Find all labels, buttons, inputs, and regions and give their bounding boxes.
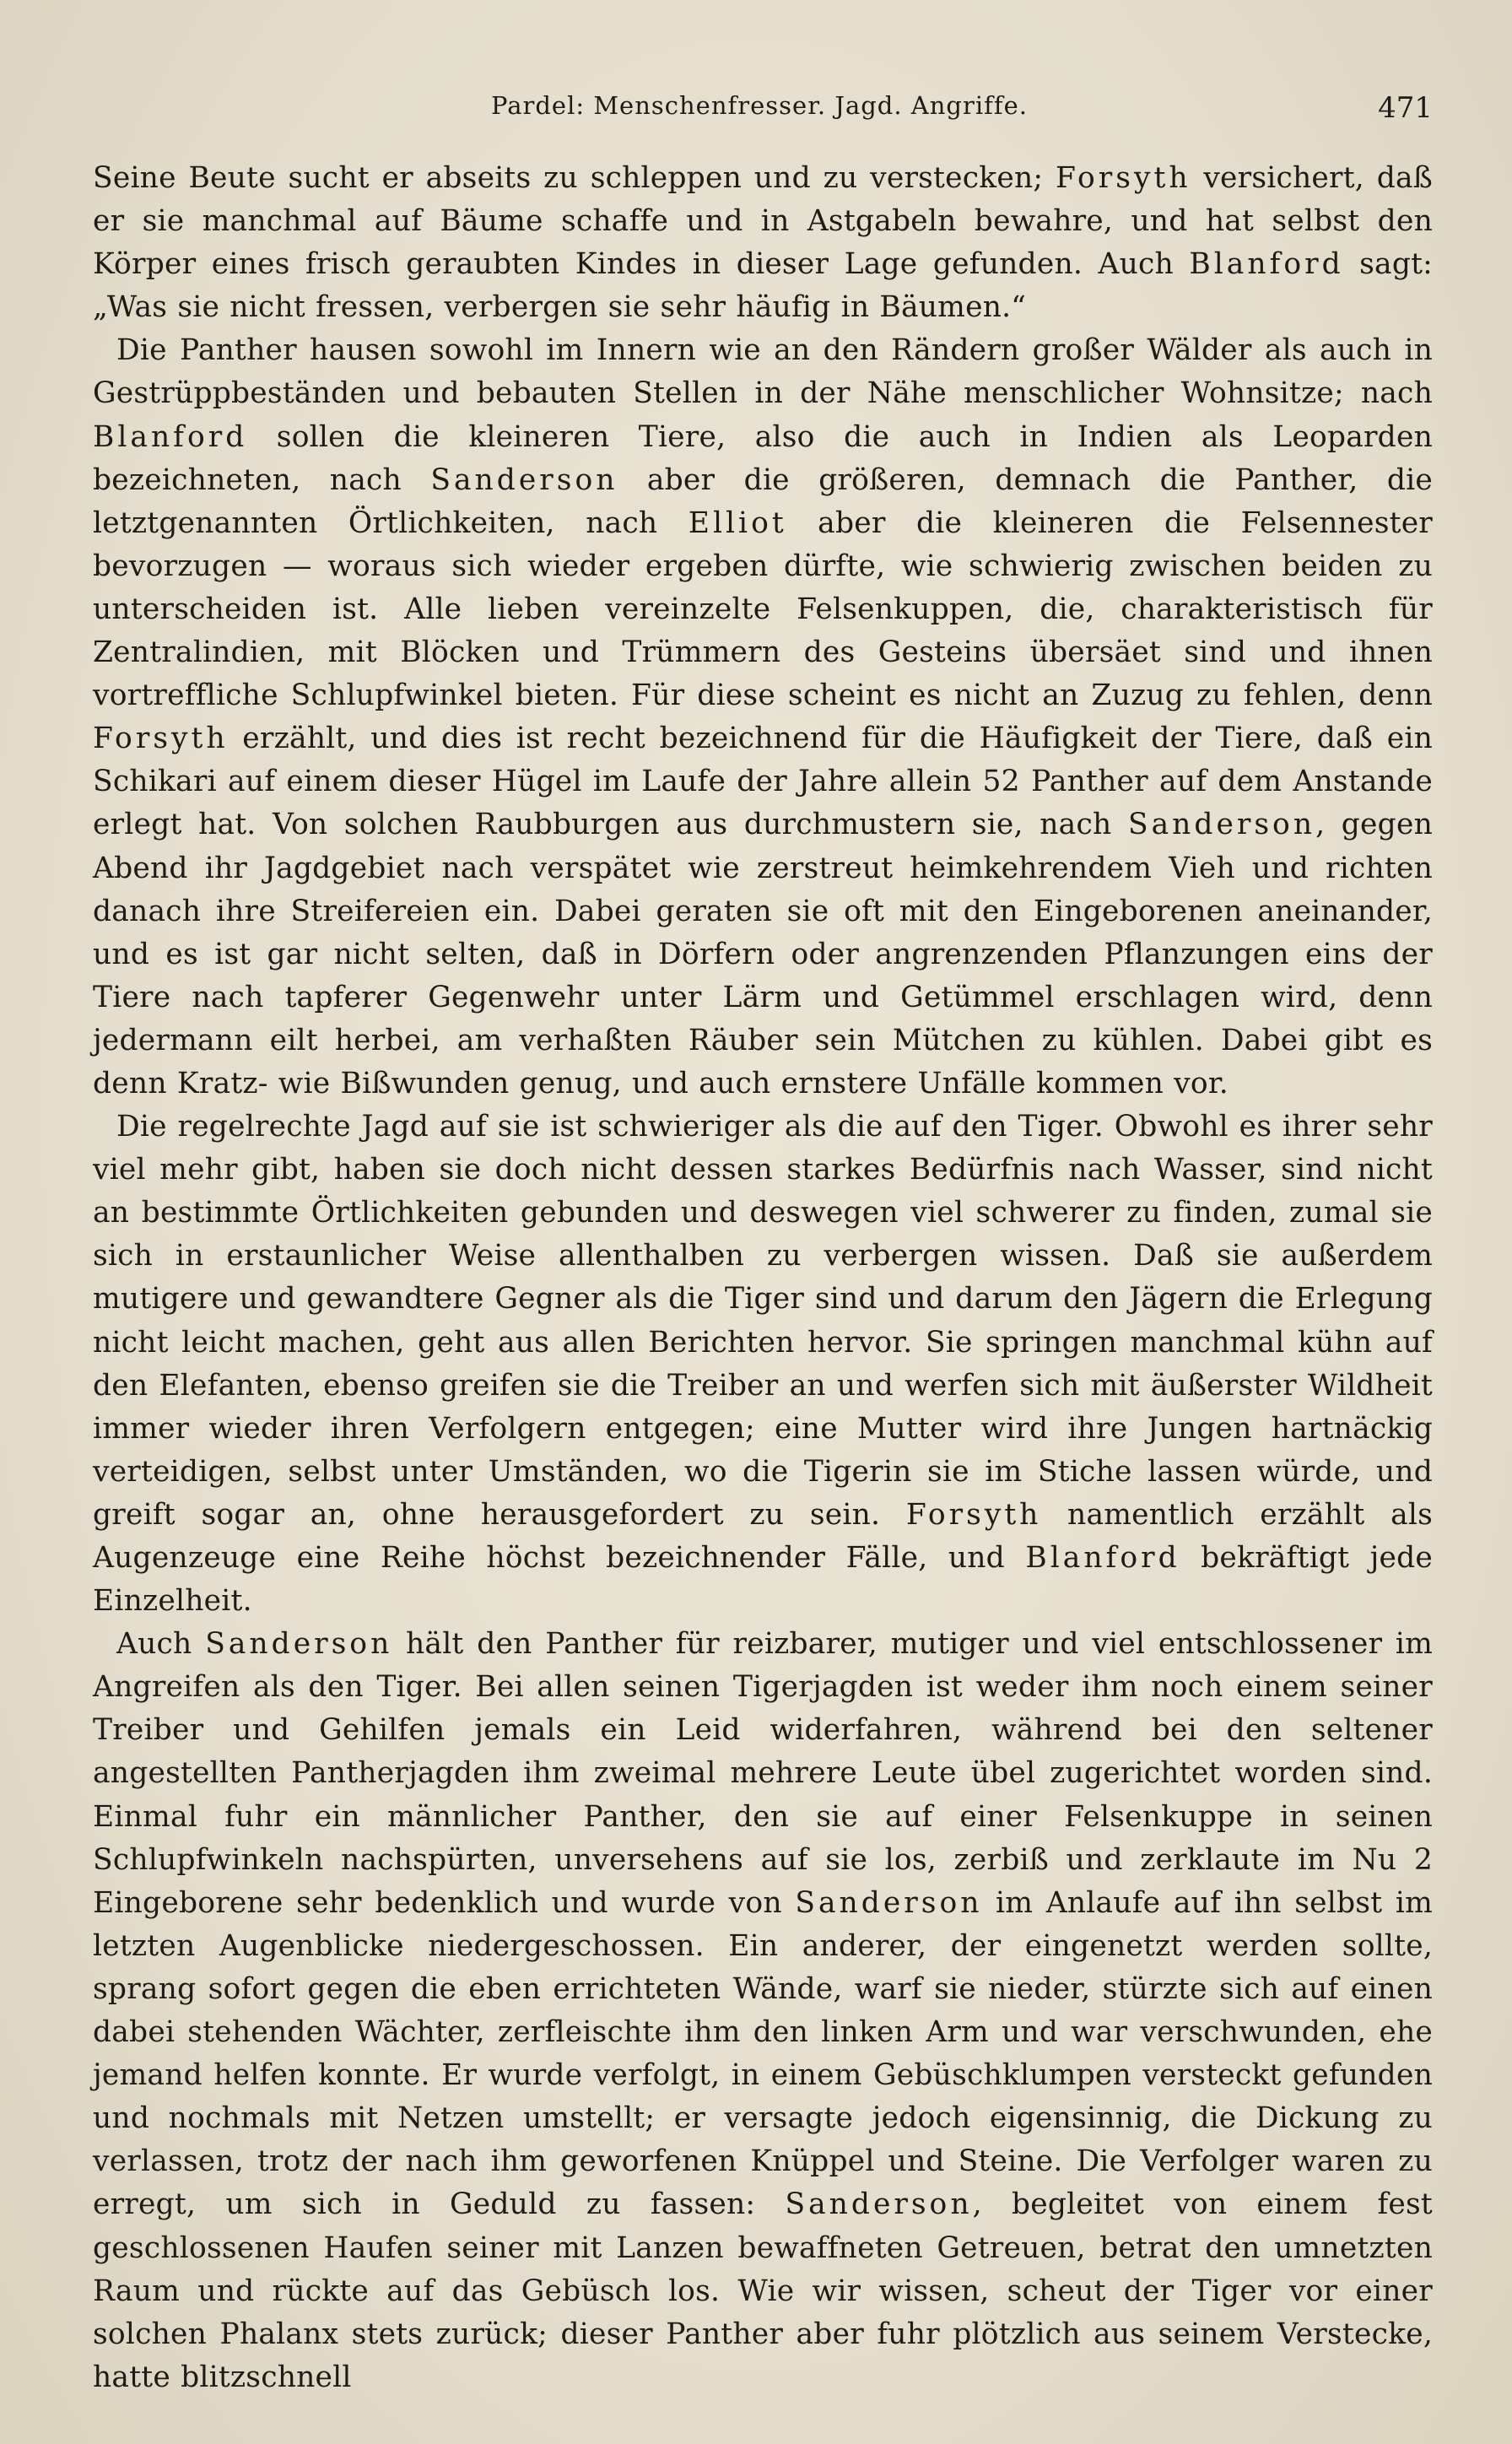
text-run: aber die kleineren die Felsennester bevorzugen — woraus sich wieder ergeben dürfte, wie schwierig zwischen beiden zu unterscheiden ist. Alle lieben vereinzelte Felsenkuppen, die, charakteristisch für Zentralindien, mit Blöcken und Trümmern des Gesteins übersäet sind und ihnen vortreffliche Schlupfwinkel bieten. Für diese scheint es nicht an Zuzug zu fehlen, denn xyxy=(93,506,1434,713)
paragraph xyxy=(93,1623,1433,2399)
spaced-name: Forsyth xyxy=(905,1497,1042,1532)
spaced-name: Blanford xyxy=(93,419,248,454)
spaced-name: Forsyth xyxy=(1055,161,1191,195)
text-run: sollen die kleineren Tiere, also die auch in Indien als Leoparden bezeichneten, nach xyxy=(93,419,1433,497)
spaced-name: Sanderson xyxy=(205,1627,393,1662)
paragraph xyxy=(93,329,1433,1106)
paragraph xyxy=(93,1106,1433,1623)
spaced-name: Blanford xyxy=(1189,247,1344,282)
text-run: Seine Beute sucht er abseits zu schleppen und zu verstecken; xyxy=(93,161,1056,195)
spaced-name: Sanderson xyxy=(795,1885,983,1920)
page-body xyxy=(93,157,1433,2399)
text-run: Auch xyxy=(116,1627,206,1662)
text-run: im Anlaufe auf ihn selbst im letzten Augenblicke niedergeschossen. Ein anderer, der eingenetzt werden sollte, sprang sofort gegen die eben errichteten Wände, warf sie nieder, stürzte sich auf einen dabei stehenden Wächter, zerfleischte ihm den linken Arm und war verschwunden, ehe jemand helfen konnte. Er wurde verfolgt, in einem Gebüschklumpen versteckt gefunden und nochmals mit Netzen umstellt; er versagte jedoch eigensinnig, die Dickung zu verlassen, trotz der nach ihm geworfenen Knüppel und Steine. Die Verfolger waren zu erregt, um sich in Geduld zu fassen: xyxy=(93,1885,1433,2222)
spaced-name: Sanderson xyxy=(785,2187,973,2222)
running-head: Pardel: Menschenfresser. Jagd. Angriffe. xyxy=(491,91,1028,120)
text-run: Die Panther hausen sowohl im Innern wie an den Rändern großer Wälder als auch in Gestrüppbeständen und bebauten Stellen in der Nähe menschlicher Wohnsitze; nach xyxy=(93,333,1433,411)
paragraph xyxy=(93,157,1433,329)
spaced-name: Blanford xyxy=(1025,1541,1180,1575)
page-header xyxy=(93,91,1433,133)
text-run: , gegen Abend ihr Jagdgebiet nach verspätet wie zerstreut heimkehrendem Vieh und richten danach ihre Streifereien ein. Dabei geraten sie oft mit den Eingeborenen aneinander, und es ist gar nicht selten, daß in Dörfern oder angrenzenden Pflanzungen eins der Tiere nach tapferer Gegenwehr unter Lärm und Getümmel erschlagen wird, denn jedermann eilt herbei, am verhaßten Räuber sein Mütchen zu kühlen. Dabei gibt es denn Kratz- wie Bißwunden genug, und auch ernstere Unfälle kommen vor. xyxy=(93,808,1433,1100)
text-run: aber die größeren, demnach die Panther, die letztgenannten Örtlichkeiten, nach xyxy=(93,462,1433,540)
page-number: 471 xyxy=(1378,91,1433,125)
spaced-name: Elliot xyxy=(688,506,787,540)
text-run: bekräftigt jede Einzelheit. xyxy=(93,1541,1433,1619)
text-run: versichert, daß er sie manchmal auf Bäume schaffe und in Astgabeln bewahre, und hat selbst den Körper eines frisch geraubten Kindes in dieser Lage gefunden. Auch xyxy=(93,161,1433,282)
text-run: erzählt, und dies ist recht bezeichnend für die Häufigkeit der Tiere, daß ein Schikari auf einem dieser Hügel im Laufe der Jahre allein 52 Panther auf dem Anstande erlegt hat. Von solchen Raubburgen aus durchmustern sie, nach xyxy=(93,722,1433,842)
text-run: namentlich erzählt als Augenzeuge eine Reihe höchst bezeichnender Fälle, und xyxy=(93,1497,1433,1575)
text-run: Die regelrechte Jagd auf sie ist schwieriger als die auf den Tiger. Obwohl es ihrer sehr viel mehr gibt, haben sie doch nicht dessen starkes Bedürfnis nach Wasser, sind nicht an bestimmte Örtlichkeiten gebunden und deswegen viel schwerer zu finden, zumal sie sich in erstaunlicher Weise allenthalben zu verbergen wissen. Daß sie außerdem mutigere und gewandtere Gegner als die Tiger sind und darum den Jägern die Erlegung nicht leicht machen, geht aus allen Berichten hervor. Sie springen manchmal kühn auf den Elefanten, ebenso greifen sie die Treiber an und werfen sich mit äußerster Wildheit immer wieder ihren Verfolgern entgegen; eine Mutter wird ihre Jungen hartnäckig verteidigen, selbst unter Umständen, wo die Tigerin sie im Stiche lassen würde, und greift sogar an, ohne herausgefordert zu sein. xyxy=(93,1110,1433,1532)
text-run: hält den Panther für reizbarer, mutiger und viel entschlossener im Angreifen als den Tiger. Bei allen seinen Tigerjagden ist weder ihm noch einem seiner Treiber und Gehilfen jemals ein Leid widerfahren, während bei den seltener angestellten Pantherjagden ihm zweimal mehrere Leute übel zugerichtet worden sind. Einmal fuhr ein männlicher Panther, den sie auf einer Felsenkuppe in seinen Schlupfwinkeln nachspürten, unversehens auf sie los, zerbiß und zerklaute im Nu 2 Eingeborene sehr bedenklich und wurde von xyxy=(93,1627,1433,1920)
spaced-name: Sanderson xyxy=(1127,808,1316,842)
spaced-name: Sanderson xyxy=(430,462,618,497)
text-run: sagt: „Was sie nicht fressen, verbergen sie sehr häufig in Bäumen.“ xyxy=(93,247,1433,325)
text-run: , begleitet von einem fest geschlossenen Haufen seiner mit Lanzen bewaffneten Getreuen, betrat den umnetzten Raum und rückte auf das Gebüsch los. Wie wir wissen, scheut der Tiger vor einer solchen Phalanx stets zurück; dieser Panther aber fuhr plötzlich aus seinem Verstecke, hatte blitzschnell xyxy=(93,2187,1433,2394)
spaced-name: Forsyth xyxy=(93,722,229,756)
